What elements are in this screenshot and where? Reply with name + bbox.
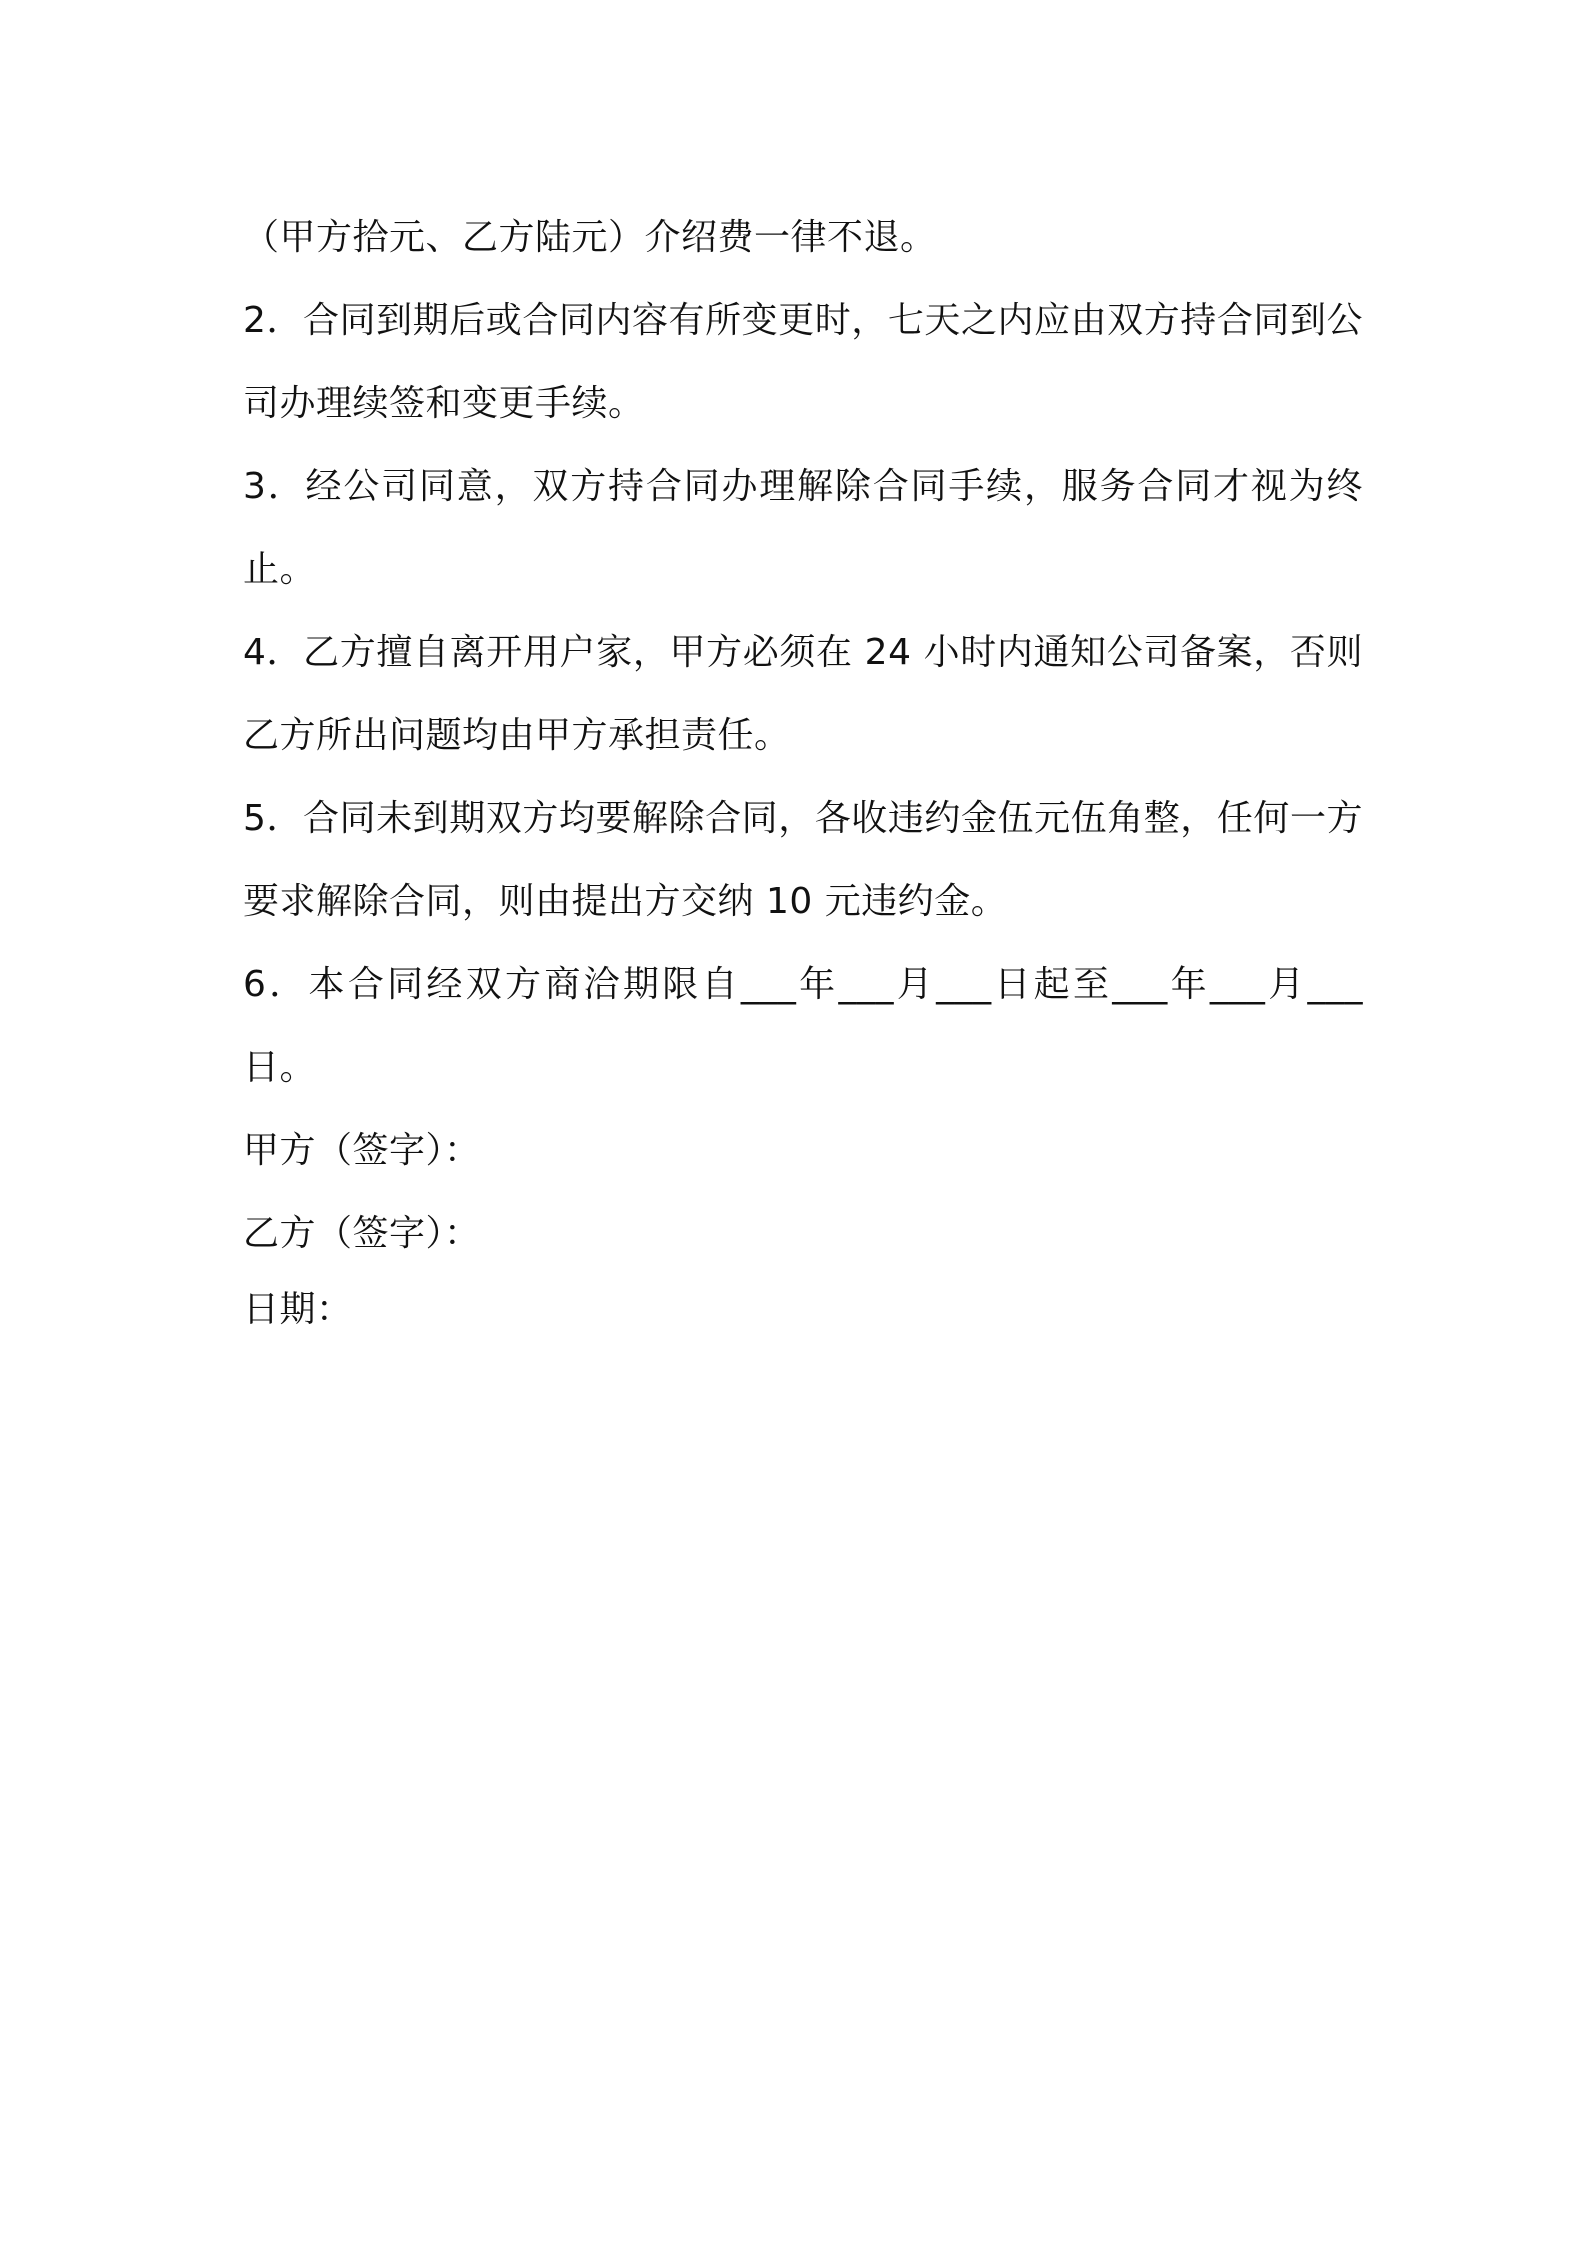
document-body (243, 196, 1363, 1345)
party-b-signature-label: 乙方（签字）： (243, 1213, 481, 1254)
intro-line: （甲方拾元、乙方陆元）介绍费一律不退。 (243, 217, 937, 258)
clause-3: 3．经公司同意，双方持合同办理解除合同手续，服务合同才视为终止。 (243, 466, 1363, 590)
clause-6: 6．本合同经双方商洽期限自___年___月___日起至___年___月___日。 (243, 964, 1363, 1088)
date-label: 日期： (243, 1289, 353, 1330)
clause-4: 4．乙方擅自离开用户家，甲方必须在 24 小时内通知公司备案，否则乙方所出问题均由甲方承担责任。 (243, 632, 1363, 756)
clause-2: 2．合同到期后或合同内容有所变更时，七天之内应由双方持合同到公司办理续签和变更手续。 (243, 300, 1363, 424)
clause-5: 5．合同未到期双方均要解除合同，各收违约金伍元伍角整，任何一方要求解除合同，则由提出方交纳 10 元违约金。 (243, 798, 1363, 922)
party-a-signature-label: 甲方（签字）： (243, 1130, 481, 1171)
signature-block (243, 1109, 1363, 1345)
